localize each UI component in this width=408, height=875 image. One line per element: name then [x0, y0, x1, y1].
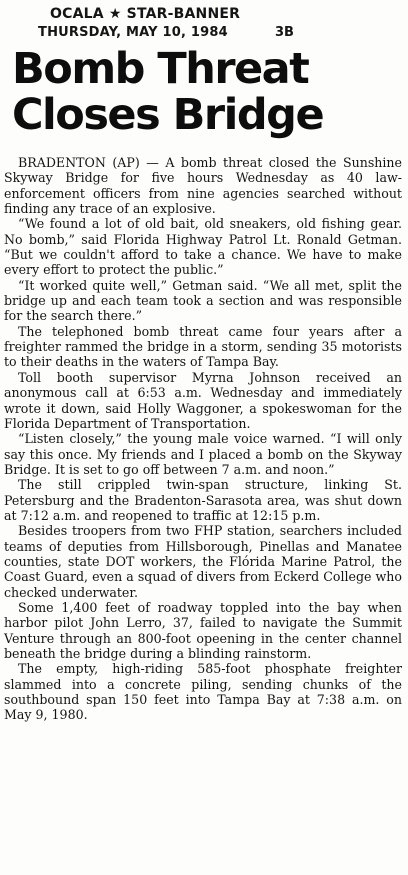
article-paragraph: Besides troopers from two FHP station, searchers included teams of deputies from Hillsborough, Pinellas and Manatee counties, state DOT workers, the Flórida Marine Patrol, the Coast Guard, even a squad of divers from Eckerd College who checked underwater. — [4, 523, 402, 600]
article-paragraph: Some 1,400 feet of roadway toppled into the bay when harbor pilot John Lerro, 37, failed to navigate the Summit Venture through an 800-foot opeening in the center channel beneath the bridge during a blinding rainstorm. — [4, 599, 402, 661]
newspaper-name: OCALA ★ STAR-BANNER — [50, 6, 241, 22]
page-number: 3B — [275, 25, 294, 40]
article-body — [4, 155, 402, 723]
headline — [12, 46, 408, 138]
headline-line-1: Bomb Threat — [12, 44, 309, 94]
headline-line-2: Closes Bridge — [12, 90, 324, 140]
article-paragraph: Toll booth supervisor Myrna Johnson received an anonymous call at 6:53 a.m. Wednesday and immediately wrote it down, said Holly Waggoner, a spokeswoman for the Florida Department of Transportation. — [4, 369, 402, 431]
article-paragraph: The still crippled twin-span structure, linking St. Petersburg and the Bradenton-Sarasota area, was shut down at 7:12 a.m. and reopened to traffic at 12:15 p.m. — [4, 477, 402, 523]
article-paragraph: “Listen closely,” the young male voice warned. “I will only say this once. My friends and I placed a bomb on the Skyway Bridge. It is set to go off between 7 a.m. and noon.” — [4, 431, 402, 477]
article-paragraph: BRADENTON (AP) — A bomb threat closed the Sunshine Skyway Bridge for five hours Wednesday as 40 law-enforcement officers from nine agencies searched without finding any trace of an explosive. — [4, 155, 402, 217]
article-paragraph: The empty, high-riding 585-foot phosphate freighter slammed into a concrete piling, sending chunks of the southbound span 150 feet into Tampa Bay at 7:38 a.m. on May 9, 1980. — [4, 661, 402, 723]
article-paragraph: The telephoned bomb threat came four years after a freighter rammed the bridge in a storm, sending 35 motorists to their deaths in the waters of Tampa Bay. — [4, 323, 402, 370]
article-paragraph: “It worked quite well,” Getman said. “We all met, split the bridge up and each team took a section and was responsible for the search there.” — [4, 277, 402, 324]
publication-date: THURSDAY, MAY 10, 1984 — [38, 25, 228, 40]
article-paragraph: “We found a lot of old bait, old sneakers, old fishing gear. No bomb,” said Florida Highway Patrol Lt. Ronald Getman. “But we couldn't afford to take a chance. We have to make every effort to protect the public.” — [4, 216, 402, 278]
